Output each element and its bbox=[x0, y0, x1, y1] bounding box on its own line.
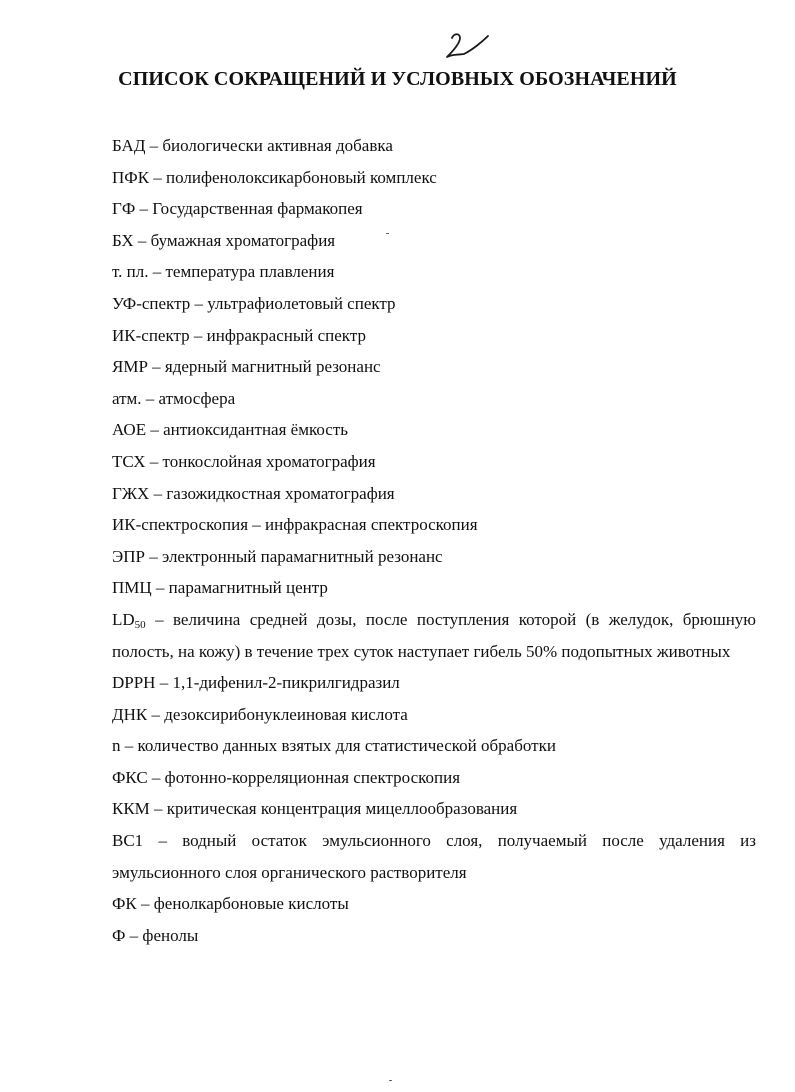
page-title: СПИСОК СОКРАЩЕНИЙ И УСЛОВНЫХ ОБОЗНАЧЕНИЙ bbox=[118, 68, 677, 90]
abbreviation-entry: ДНК – дезоксирибонуклеиновая кислота bbox=[112, 704, 408, 724]
abbreviation-entry: ФК – фенолкарбоновые кислоты bbox=[112, 894, 349, 914]
abbreviation-entry: ФКС – фотонно-корреляционная спектроскопия bbox=[112, 767, 461, 787]
abbreviation-entry: УФ-спектр – ультрафиолетовый спектр bbox=[112, 293, 396, 313]
scan-speck bbox=[389, 1080, 392, 1081]
abbreviation-entry: АОЕ – антиоксидантная ёмкость bbox=[112, 420, 349, 440]
abbreviation-entry: ЭПР – электронный парамагнитный резонанс bbox=[112, 546, 443, 566]
abbreviation-entry: Ф – фенолы bbox=[112, 925, 199, 945]
abbreviation-entry: ГФ – Государственная фармакопея bbox=[112, 199, 363, 219]
ld50-subscript: 50 bbox=[134, 618, 146, 631]
abbreviation-entry: т. пл. – температура плавления bbox=[112, 262, 335, 282]
handwritten-number-icon bbox=[438, 30, 498, 66]
abbreviation-entry: ТСХ – тонкослойная хроматография bbox=[112, 451, 376, 471]
ld50-prefix: LD bbox=[112, 609, 135, 629]
abbreviation-entry: ИК-спектр – инфракрасный спектр bbox=[112, 325, 366, 345]
abbreviation-entry: БАД – биологически активная добавка bbox=[112, 136, 393, 155]
abbreviation-entry: ЯМР – ядерный магнитный резонанс bbox=[112, 357, 381, 377]
scan-speck bbox=[386, 233, 389, 234]
abbreviation-entry: БХ – бумажная хроматография bbox=[112, 230, 336, 250]
abbreviation-entry: ИК-спектроскопия – инфракрасная спектроскопия bbox=[112, 515, 478, 535]
abbreviation-entry: ПМЦ – парамагнитный центр bbox=[112, 578, 328, 598]
abbreviation-entry: атм. – атмосфера bbox=[112, 388, 236, 408]
handwritten-page-number bbox=[438, 30, 498, 66]
abbreviation-entry: ПФК – полифенолоксикарбоновый комплекс bbox=[112, 167, 437, 187]
abbreviation-entry: ВС1 – водный остаток эмульсионного слоя, получаемый после удаления из эмульсионного слоя органического растворителя bbox=[112, 831, 756, 882]
ld50-definition: – величина средней дозы, после поступления которой (в желудок, брюшную полость, на кожу) в течение трех суток наступает гибель 50% подопытных животных bbox=[112, 609, 756, 661]
abbreviation-entry: DPPH – 1,1-дифенил-2-пикрилгидразил bbox=[112, 673, 400, 693]
abbreviation-entry-ld50 bbox=[112, 604, 756, 667]
abbreviation-list bbox=[112, 130, 756, 951]
abbreviation-entry: ГЖХ – газожидкостная хроматография bbox=[112, 483, 395, 503]
abbreviation-entry: ККМ – критическая концентрация мицеллообразования bbox=[112, 799, 518, 819]
abbreviation-entry: n – количество данных взятых для статистической обработки bbox=[112, 736, 556, 756]
